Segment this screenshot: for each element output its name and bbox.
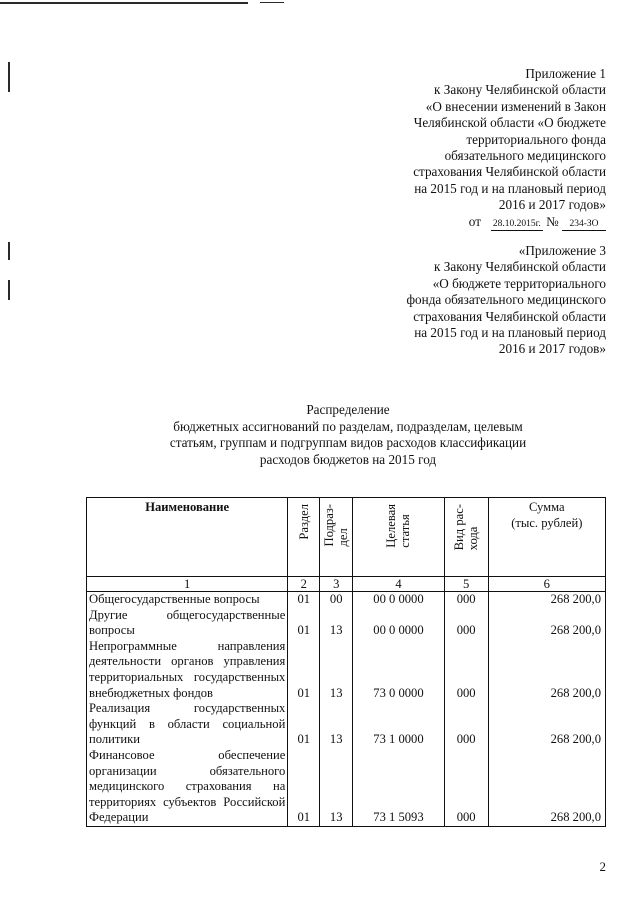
row-section: 01: [288, 701, 320, 748]
row-kind: 000: [444, 639, 488, 701]
column-number: 6: [488, 577, 605, 592]
header-subsection-label: Подраз- дел: [322, 504, 351, 547]
row-name: Непрограммные направления деятельности органов управления территориальных государственных внебюджетных фондов: [87, 639, 288, 701]
table-row: [87, 748, 606, 826]
table-row: [87, 608, 606, 639]
title-line: бюджетных ассигнований по разделам, подразделам, целевым: [173, 418, 523, 434]
column-number: 1: [87, 577, 288, 592]
annex-3-line: на 2015 год и на плановый период: [414, 325, 606, 341]
header-target-label: Целевая статья: [384, 504, 413, 548]
annex-1-line: обязательного медицинского: [444, 148, 606, 164]
annex-1-line: страхования Челябинской области: [413, 164, 606, 180]
row-subsection: 13: [320, 701, 353, 748]
row-sum: 268 200,0: [488, 639, 605, 701]
table-header-row: [87, 498, 606, 577]
header-sum: Сумма (тыс. рублей): [488, 498, 605, 577]
header-kind-label: Вид рас- хода: [452, 504, 481, 551]
row-name: Другие общегосударственные вопросы: [87, 608, 288, 639]
row-kind: 000: [444, 748, 488, 826]
row-subsection: 00: [320, 592, 353, 608]
table-row: [87, 592, 606, 608]
annex-1-line: Приложение 1: [525, 66, 606, 81]
header-section: [288, 498, 320, 577]
annex-1-line: Челябинской области «О бюджете: [413, 115, 606, 131]
row-sum: 268 200,0: [488, 592, 605, 608]
scan-artifact-left-mark: [8, 280, 10, 300]
row-kind: 000: [444, 592, 488, 608]
header-name: Наименование: [87, 498, 288, 577]
column-number: 5: [444, 577, 488, 592]
title-line: расходов бюджетов на 2015 год: [259, 451, 437, 467]
law-number: 234-ЗО: [562, 218, 606, 231]
row-target: 00 0 0000: [353, 592, 444, 608]
row-target: 73 1 5093: [353, 748, 444, 826]
row-section: 01: [288, 608, 320, 639]
row-name: Общегосударственные вопросы: [87, 592, 288, 608]
row-target: 73 1 0000: [353, 701, 444, 748]
annex-3-line: фонда обязательного медицинского: [406, 292, 606, 308]
row-sum: 268 200,0: [488, 701, 605, 748]
scan-artifact-top-dash: [260, 2, 284, 3]
annex-3-line: страхования Челябинской области: [413, 308, 606, 324]
column-number: 3: [320, 577, 353, 592]
row-subsection: 13: [320, 748, 353, 826]
scan-artifact-left-mark: [8, 62, 10, 92]
annex-3-line: к Закону Челябинской области: [434, 259, 606, 275]
title-line: Распределение: [306, 402, 390, 417]
law-date: 28.10.2015г.: [492, 218, 541, 229]
scan-artifact-left-mark: [8, 242, 10, 260]
annex-1-line: к Закону Челябинской области: [434, 82, 606, 98]
column-number: 4: [353, 577, 444, 592]
row-subsection: 13: [320, 639, 353, 701]
document-title: [150, 402, 546, 468]
row-section: 01: [288, 748, 320, 826]
table-row: [87, 639, 606, 701]
column-number: 2: [288, 577, 320, 592]
budget-allocation-table: [86, 497, 606, 827]
header-target: [353, 498, 444, 577]
row-section: 01: [288, 592, 320, 608]
row-subsection: 13: [320, 608, 353, 639]
row-name: Финансовое обеспечение организации обязательного медицинского страхования на территориях субъектов Российской Федерации: [87, 748, 288, 826]
annex-3-line: «О бюджете территориального: [432, 275, 606, 291]
title-line: статьям, группам и подгруппам видов расходов классификации: [169, 435, 527, 451]
row-target: 73 0 0000: [353, 639, 444, 701]
annex-1-line: 2016 и 2017 годов»: [498, 197, 606, 213]
scan-artifact-top-line: [0, 2, 248, 4]
row-kind: 000: [444, 701, 488, 748]
row-target: 00 0 0000: [353, 608, 444, 639]
annex-3-header: [407, 243, 606, 358]
row-name: Реализация государственных функций в области социальной политики: [87, 701, 288, 748]
annex-1-line: территориального фонда: [466, 131, 606, 147]
law-date-number-line: [413, 214, 606, 231]
header-section-label: Раздел: [296, 504, 311, 540]
page-number: 2: [599, 859, 606, 874]
annex-1-header: [413, 66, 606, 231]
number-label: №: [546, 213, 559, 229]
row-section: 01: [288, 639, 320, 701]
header-subsection: [320, 498, 353, 577]
annex-3-line: «Приложение 3: [518, 243, 606, 258]
annex-3-line: 2016 и 2017 годов»: [498, 341, 606, 357]
header-kind: [444, 498, 488, 577]
annex-1-line: «О внесении изменений в Закон: [425, 98, 606, 114]
row-sum: 268 200,0: [488, 748, 605, 826]
from-label: от: [468, 213, 481, 229]
annex-1-line: на 2015 год и на плановый период: [414, 180, 606, 196]
column-number-row: [87, 577, 606, 592]
row-sum: 268 200,0: [488, 608, 605, 639]
table-row: [87, 701, 606, 748]
row-kind: 000: [444, 608, 488, 639]
